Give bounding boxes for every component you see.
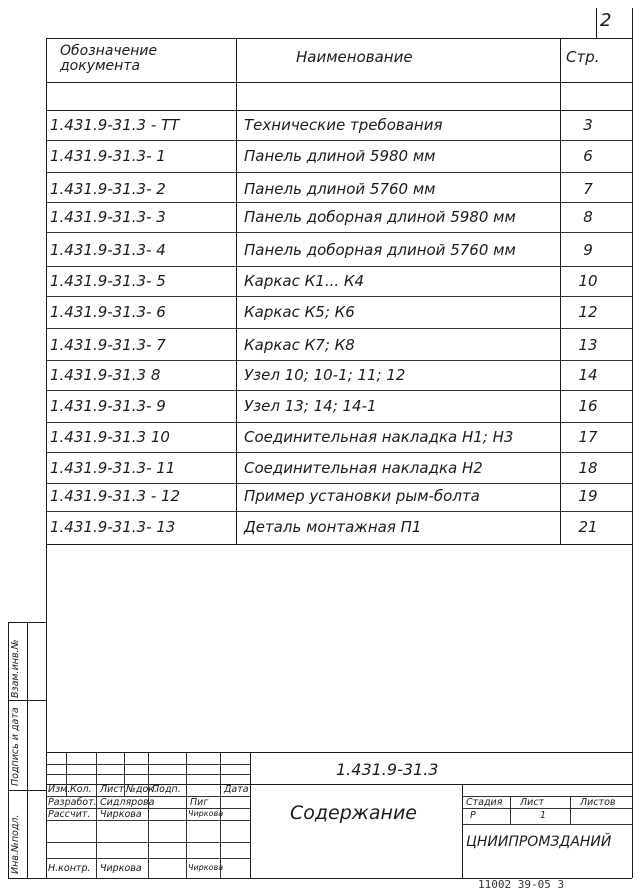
document-title: Содержание — [290, 802, 417, 824]
stage-grid-line — [570, 796, 571, 824]
row-page: 21 — [578, 518, 598, 536]
row-name: Деталь монтажная П1 — [244, 518, 422, 536]
blank-row-divider — [46, 110, 632, 111]
row-name: Технические требования — [244, 116, 443, 134]
row-name: Каркас К1... К4 — [244, 272, 365, 290]
header-divider — [46, 82, 632, 83]
row-divider — [46, 328, 632, 329]
sheet-label: Лист — [520, 797, 545, 808]
stage-area-left — [462, 784, 463, 878]
frame-top — [46, 38, 632, 39]
side-stamp-inv-no: Инв.№подл. — [10, 814, 21, 874]
stage-grid-line — [462, 824, 632, 825]
grid-line — [186, 752, 187, 878]
grid-line — [148, 752, 149, 878]
row-name: Пример установки рым-болта — [244, 487, 480, 505]
row-page: 17 — [578, 428, 598, 446]
row-code: 1.431.9-31.3- 9 — [50, 397, 166, 415]
row-divider — [46, 232, 632, 233]
row-code: 1.431.9-31.3 8 — [50, 366, 161, 384]
row-name: Узел 13; 14; 14-1 — [244, 397, 377, 415]
row-page: 10 — [578, 272, 598, 290]
organization: ЦНИИПРОМЗДАНИЙ — [466, 834, 612, 850]
row-divider — [46, 172, 632, 173]
row-page: 18 — [578, 459, 598, 477]
row-code: 1.431.9-31.3- 6 — [50, 303, 166, 321]
col-podp: Подп. — [152, 784, 181, 795]
table-bottom — [46, 544, 632, 545]
row-code: 1.431.9-31.3- 4 — [50, 241, 166, 259]
row-code: 1.431.9-31.3 - ТТ — [50, 116, 180, 134]
row-divider — [46, 422, 632, 423]
row-name: Соединительная накладка Н1; Н3 — [244, 428, 514, 446]
row-page: 8 — [583, 208, 593, 226]
row-page: 14 — [578, 366, 598, 384]
row-divider — [46, 140, 632, 141]
row-name: Панель доборная длиной 5980 мм — [244, 208, 516, 226]
row-page: 3 — [583, 116, 593, 134]
row-divider — [46, 360, 632, 361]
row-name: Панель длиной 5980 мм — [244, 147, 436, 165]
razrab-name: Сидлярова — [100, 797, 155, 808]
side-stamp-top — [8, 622, 46, 623]
row-name: Каркас К5; К6 — [244, 303, 355, 321]
frame-right — [632, 8, 633, 878]
side-stamp-outer — [8, 622, 9, 878]
row-name: Панель доборная длиной 5760 мм — [244, 241, 516, 259]
row-page: 12 — [578, 303, 598, 321]
sheet-value: 1 — [540, 810, 547, 821]
row-code: 1.431.9-31.3 - 12 — [50, 487, 181, 505]
header-page: Стр. — [566, 48, 600, 66]
side-stamp-sign-date: Подпись и дата — [10, 707, 21, 786]
stage-grid-line — [510, 796, 511, 824]
col-izm: Изм. — [48, 784, 71, 795]
row-divider — [46, 296, 632, 297]
row-divider — [46, 511, 632, 512]
row-code: 1.431.9-31.3- 5 — [50, 272, 166, 290]
side-stamp-sep-1 — [8, 700, 46, 701]
row-page: 13 — [578, 336, 598, 354]
col-data: Дата — [224, 784, 249, 795]
grid-line — [96, 752, 97, 878]
row-code: 1.431.9-31.3- 1 — [50, 147, 166, 165]
rasschit-label: Рассчит. — [48, 809, 91, 820]
header-designation: Обозначение документа — [60, 43, 158, 74]
archive-number: 11002 39-05 3 — [478, 878, 565, 891]
nkontr-label: Н.контр. — [48, 863, 91, 874]
row-page: 6 — [583, 147, 593, 165]
stage-grid-line — [462, 808, 632, 809]
title-block-left-divider — [250, 752, 251, 878]
row-page: 16 — [578, 397, 598, 415]
rasschit-name: Чиркова — [100, 809, 142, 820]
row-divider — [46, 483, 632, 484]
row-divider — [46, 202, 632, 203]
row-divider — [46, 452, 632, 453]
col-kol: Кол. — [70, 784, 92, 795]
rasschit-signature: Чиркова — [188, 809, 224, 818]
stage-value: Р — [470, 810, 476, 821]
col-list: Лист — [100, 784, 125, 795]
row-code: 1.431.9-31.3- 11 — [50, 459, 176, 477]
razrab-label: Разработ. — [48, 797, 97, 808]
row-code: 1.431.9-31.3- 13 — [50, 518, 176, 536]
grid-line — [124, 752, 125, 796]
row-page: 7 — [583, 180, 593, 198]
side-stamp-replaced: Взам.инв.№ — [10, 639, 21, 698]
row-name: Узел 10; 10-1; 11; 12 — [244, 366, 406, 384]
stage-label: Стадия — [466, 797, 503, 808]
col-ndok: №док. — [126, 784, 158, 795]
sheets-label: Листов — [580, 797, 616, 808]
row-divider — [46, 390, 632, 391]
sheet-number: 2 — [600, 10, 612, 31]
side-stamp-sep-2 — [8, 790, 46, 791]
row-divider — [46, 266, 632, 267]
row-name: Панель длиной 5760 мм — [244, 180, 436, 198]
row-code: 1.431.9-31.3- 7 — [50, 336, 166, 354]
row-code: 1.431.9-31.3- 2 — [50, 180, 166, 198]
row-code: 1.431.9-31.3 10 — [50, 428, 170, 446]
row-name: Каркас К7; К8 — [244, 336, 355, 354]
nkontr-name: Чиркова — [100, 863, 142, 874]
nkontr-signature: Чиркова — [188, 863, 224, 872]
doc-code: 1.431.9-31.3 — [336, 760, 439, 779]
row-name: Соединительная накладка Н2 — [244, 459, 483, 477]
sheet-number-box-left — [596, 8, 597, 38]
row-page: 9 — [583, 241, 593, 259]
row-code: 1.431.9-31.3- 3 — [50, 208, 166, 226]
side-stamp-divider — [27, 622, 28, 878]
razrab-signature: Пиг — [190, 797, 209, 808]
row-page: 19 — [578, 487, 598, 505]
header-name: Наименование — [296, 48, 413, 66]
title-block-top — [46, 752, 632, 753]
